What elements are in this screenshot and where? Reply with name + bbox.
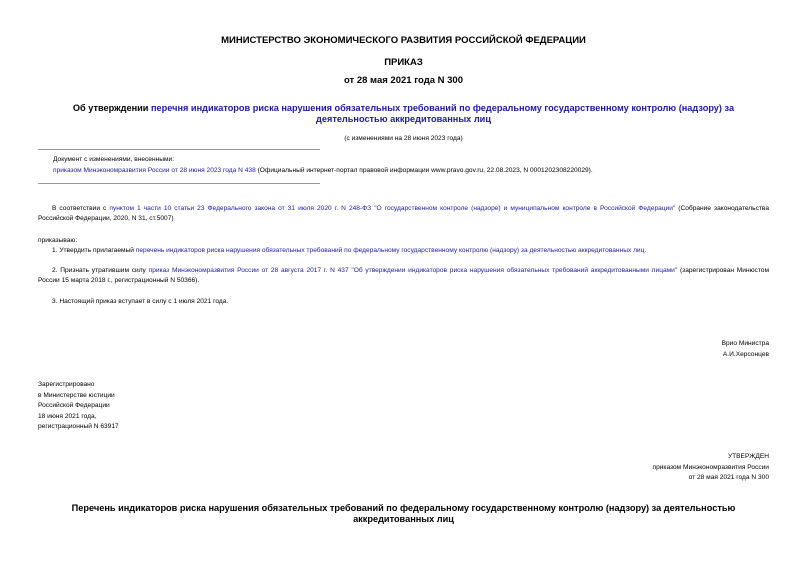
- order-item-3: 3. Настоящий приказ вступает в силу с 1 июля 2021 года.: [52, 298, 229, 305]
- amendments-bottom-rule: [38, 183, 320, 184]
- registration-line-2: в Министерстве юстиции: [38, 392, 115, 399]
- registration-line-4: 18 июня 2021 года,: [38, 413, 97, 420]
- order-item-1: [38, 246, 769, 256]
- amended-note: (с изменениями на 28 июня 2023 года): [344, 135, 463, 142]
- approved-date: от 28 мая 2021 года N 300: [688, 474, 769, 481]
- item2-link[interactable]: приказ Минэкономразвития России от 28 августа 2017 г. N 437 "Об утверждении индикаторов риска нарушения обязательных требований аккредитованными лицами": [148, 267, 678, 274]
- approved-label: УТВЕРЖДЕН: [727, 453, 769, 460]
- document-title-prefix: Об утверждении: [72, 103, 151, 113]
- amendments-intro: Документ с изменениями, внесенными:: [53, 156, 175, 163]
- approved-order: приказом Минэкономразвития России: [652, 464, 769, 471]
- item1-suffix: .: [644, 247, 647, 254]
- preamble-prefix: В соответствии с: [52, 205, 110, 212]
- item1-prefix: 1. Утвердить прилагаемый: [52, 247, 136, 254]
- registration-line-1: Зарегистрировано: [38, 381, 95, 388]
- amendment-source: (Официальный интернет-портал правовой информации www.pravo.gov.ru, 22.08.2023, N 0001202308220029).: [255, 167, 593, 174]
- document-date-number: от 28 мая 2021 года N 300: [343, 75, 464, 86]
- document-title: [38, 103, 769, 125]
- registration-line-5: регистрационный N 63917: [38, 423, 119, 430]
- annex-title: Перечень индикаторов риска нарушения обязательных требований по федеральному государственному контролю (надзору) за деятельностью аккредитованных лиц: [71, 503, 736, 524]
- amendments-text: [53, 166, 773, 176]
- order-item-2: [38, 266, 769, 286]
- item2-prefix: 2. Признать утратившим силу: [52, 267, 149, 274]
- signatory-name: А.И.Херсонцев: [722, 351, 769, 358]
- federal-law-link[interactable]: пунктом 1 части 10 статьи 23 Федерального закона от 31 июля 2020 г. N 248-ФЗ "О государственном контроле (надзоре) и муниципальном контроле в Российской Федерации": [109, 205, 676, 212]
- item1-link[interactable]: перечень индикаторов риска нарушения обязательных требований по федеральному государственному контролю (надзору) за деятельностью аккредитованных лиц: [135, 247, 645, 254]
- registration-line-3: Российской Федерации: [38, 402, 110, 409]
- document-title-link[interactable]: перечня индикаторов риска нарушения обязательных требований по федеральному государственному контролю (надзору) за деятельностью аккредитованных лиц: [150, 103, 735, 124]
- document-type: ПРИКАЗ: [384, 57, 423, 68]
- preamble-paragraph: [38, 204, 769, 224]
- ministry-heading: МИНИСТЕРСТВО ЭКОНОМИЧЕСКОГО РАЗВИТИЯ РОССИЙСКОЙ ФЕДЕРАЦИИ: [221, 35, 586, 46]
- signatory-position: Врио Министра: [721, 340, 769, 347]
- amendment-link[interactable]: приказом Минэкономразвития России от 28 июня 2023 года N 438: [53, 167, 256, 174]
- orders-word: приказываю:: [38, 237, 78, 244]
- preamble-suffix: (Собрание законодательства Российской Федерации, 2020, N 31, ст.5007): [38, 205, 769, 222]
- amendments-top-rule: [38, 149, 320, 150]
- item2-suffix: (зарегистрирован Минюстом России 15 марта 2018 г., регистрационный N 50366).: [38, 267, 769, 284]
